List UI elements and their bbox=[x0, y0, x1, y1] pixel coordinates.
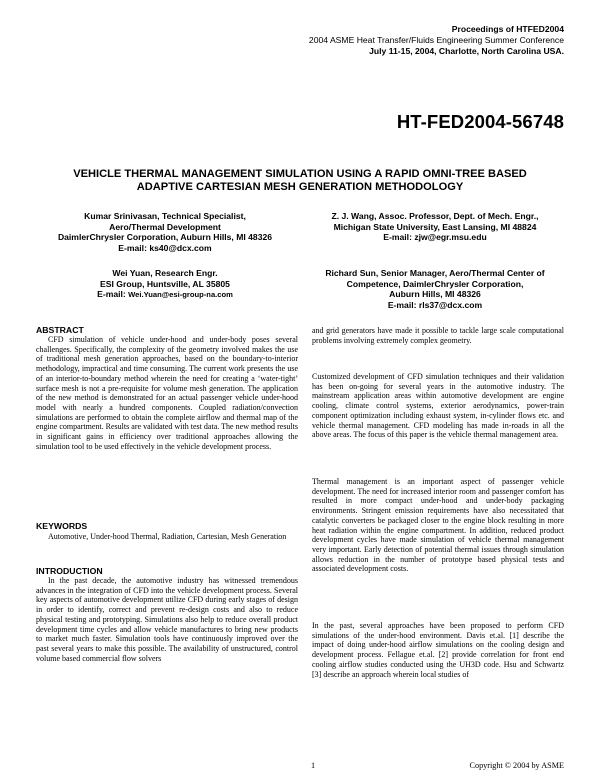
author-line: Wei Yuan, Research Engr. bbox=[112, 268, 218, 278]
author-line: Aero/Thermal Development bbox=[109, 221, 221, 232]
author-line: Michigan State University, East Lansing, MI 48824 bbox=[333, 221, 537, 232]
author-line: ESI Group, Huntsville, AL 35805 bbox=[100, 278, 230, 289]
abstract-heading: ABSTRACT bbox=[36, 325, 84, 335]
conference-name: 2004 ASME Heat Transfer/Fluids Engineering Summer Conference bbox=[308, 35, 564, 45]
author-block-srinivasan bbox=[36, 211, 294, 253]
email-label: E-mail: bbox=[383, 232, 415, 242]
paper-id: HT-FED2004-56748 bbox=[396, 111, 564, 132]
keywords-heading: KEYWORDS bbox=[36, 521, 88, 531]
paper-title-line-1: VEHICLE THERMAL MANAGEMENT SIMULATION USING A RAPID OMNI-TREE BASED bbox=[73, 168, 527, 180]
email-label: E-mail: bbox=[118, 242, 150, 253]
author-block-wang bbox=[306, 211, 564, 243]
author-email-line bbox=[306, 300, 564, 311]
paper-title-line-2: ADAPTIVE CARTESIAN MESH GENERATION METHODOLOGY bbox=[136, 181, 464, 193]
author-email-line bbox=[36, 289, 294, 301]
page-number: 1 bbox=[311, 761, 316, 770]
conference-date-place: July 11-15, 2004, Charlotte, North Carolina USA. bbox=[369, 46, 564, 56]
email-label: E-mail: bbox=[387, 299, 419, 310]
author-block-sun bbox=[306, 268, 564, 310]
author-line: Z. J. Wang, Assoc. Professor, Dept. of Mech. Engr., bbox=[331, 211, 539, 221]
proceedings-title: Proceedings of HTFED2004 bbox=[451, 24, 564, 34]
introduction-heading: INTRODUCTION bbox=[36, 566, 103, 576]
email-label: E-mail: bbox=[97, 289, 129, 299]
author-line: Kumar Srinivasan, Technical Specialist, bbox=[84, 211, 246, 221]
author-line: DaimlerChrysler Corporation, Auburn Hills, MI 48326 bbox=[57, 232, 273, 242]
right-column-paragraph: Thermal management is an important aspect of passenger vehicle development. The need for increased interior room and passenger comfort has resulted in more compact under-hood and under-body packaging environments. Stringent emission requirements have also necessitated that catalytic converters be packaged closer to the engine block resulting in more heat radiation within the engine compartment. In addition, reduced product development cycles have made simulation of vehicle thermal management very important. Early detection of potential thermal issues through simulation allows reduction in the number of prototype based physical tests and associated development costs. bbox=[312, 477, 564, 574]
author-email: rls37@dcx.com bbox=[418, 299, 483, 310]
introduction-text: In the past decade, the automotive industry has witnessed tremendous advances in the integration of CFD into the vehicle development process. Several key aspects of automotive development utilize CFD during early stages of design in order to identify, correct and prevent re-design costs and also to reduce physical testing and prototyping. Simulations also help to reduce overall product development time cycles and allow vehicle manufactures to bring new products to market much faster. Simulation tools have continuously improved over the past several years to make this possible. The availability of unstructured, control volume based commercial flow solvers bbox=[36, 576, 298, 663]
author-email: zjw@egr.msu.edu bbox=[414, 232, 487, 242]
keywords-text: Automotive, Under-hood Thermal, Radiation, Cartesian, Mesh Generation bbox=[48, 532, 287, 541]
author-line: Competence, DaimlerChrysler Corporation, bbox=[346, 278, 524, 289]
right-column-paragraph: Customized development of CFD simulation techniques and their validation has been on-going for several years in the automotive industry. The mainstream application areas within automotive development are engine cooling, climate control systems, exterior aerodynamics, power-train component optimization including exhaust system, in-cylinder flows etc. and vehicle thermal management. CFD modeling has made in-roads in all the above areas. The focus of this paper is the vehicle thermal management area. bbox=[312, 372, 564, 440]
abstract-text: CFD simulation of vehicle under-hood and under-body poses several challenges. Specifically, the complexity of the geometry involved makes the use of traditional mesh generation approaches, based on the boundary-to-interior methodology, impractical and time consuming. The current work presents the use of an interior-to-boundary method wherein the need for creating a ‘water-tight’ surface mesh is not a pre-requisite for volume mesh generation. The application of the new method is demonstrated for an actual passenger vehicle under-hood model with nearly a hundred components. Coupled radiation/convection simulations are performed to obtain the complete airflow and thermal map of the engine compartment. Results are validated with test data. The new method results in significant gains in efficiency over traditional approaches allowing the simulation tool to be used effectively in the vehicle development process. bbox=[36, 335, 298, 451]
author-email-line bbox=[36, 243, 294, 254]
copyright: Copyright © 2004 by ASME bbox=[469, 761, 564, 770]
right-column-paragraph: and grid generators have made it possible to tackle large scale computational problems involving extremely complex geometry. bbox=[312, 326, 564, 345]
author-email: ks40@dcx.com bbox=[149, 242, 212, 253]
author-line: Auburn Hills, MI 48326 bbox=[389, 289, 481, 299]
author-email: Wei.Yuan@esi-group-na.com bbox=[128, 290, 233, 299]
right-column-paragraph: In the past, several approaches have been proposed to perform CFD simulations of the under-hood environment. Davis et.al. [1] describe the impact of doing under-hood airflow simulations on the cooling design and development process. Fellague et.al. [2] provide correlation for front end cooling airflow studies conducted using the UH3D code. Hsu and Schwartz [3] describe an approach wherein local studies of bbox=[312, 621, 564, 679]
author-block-yuan bbox=[36, 268, 294, 301]
author-email-line bbox=[306, 232, 564, 243]
author-line: Richard Sun, Senior Manager, Aero/Thermal Center of bbox=[325, 268, 545, 278]
